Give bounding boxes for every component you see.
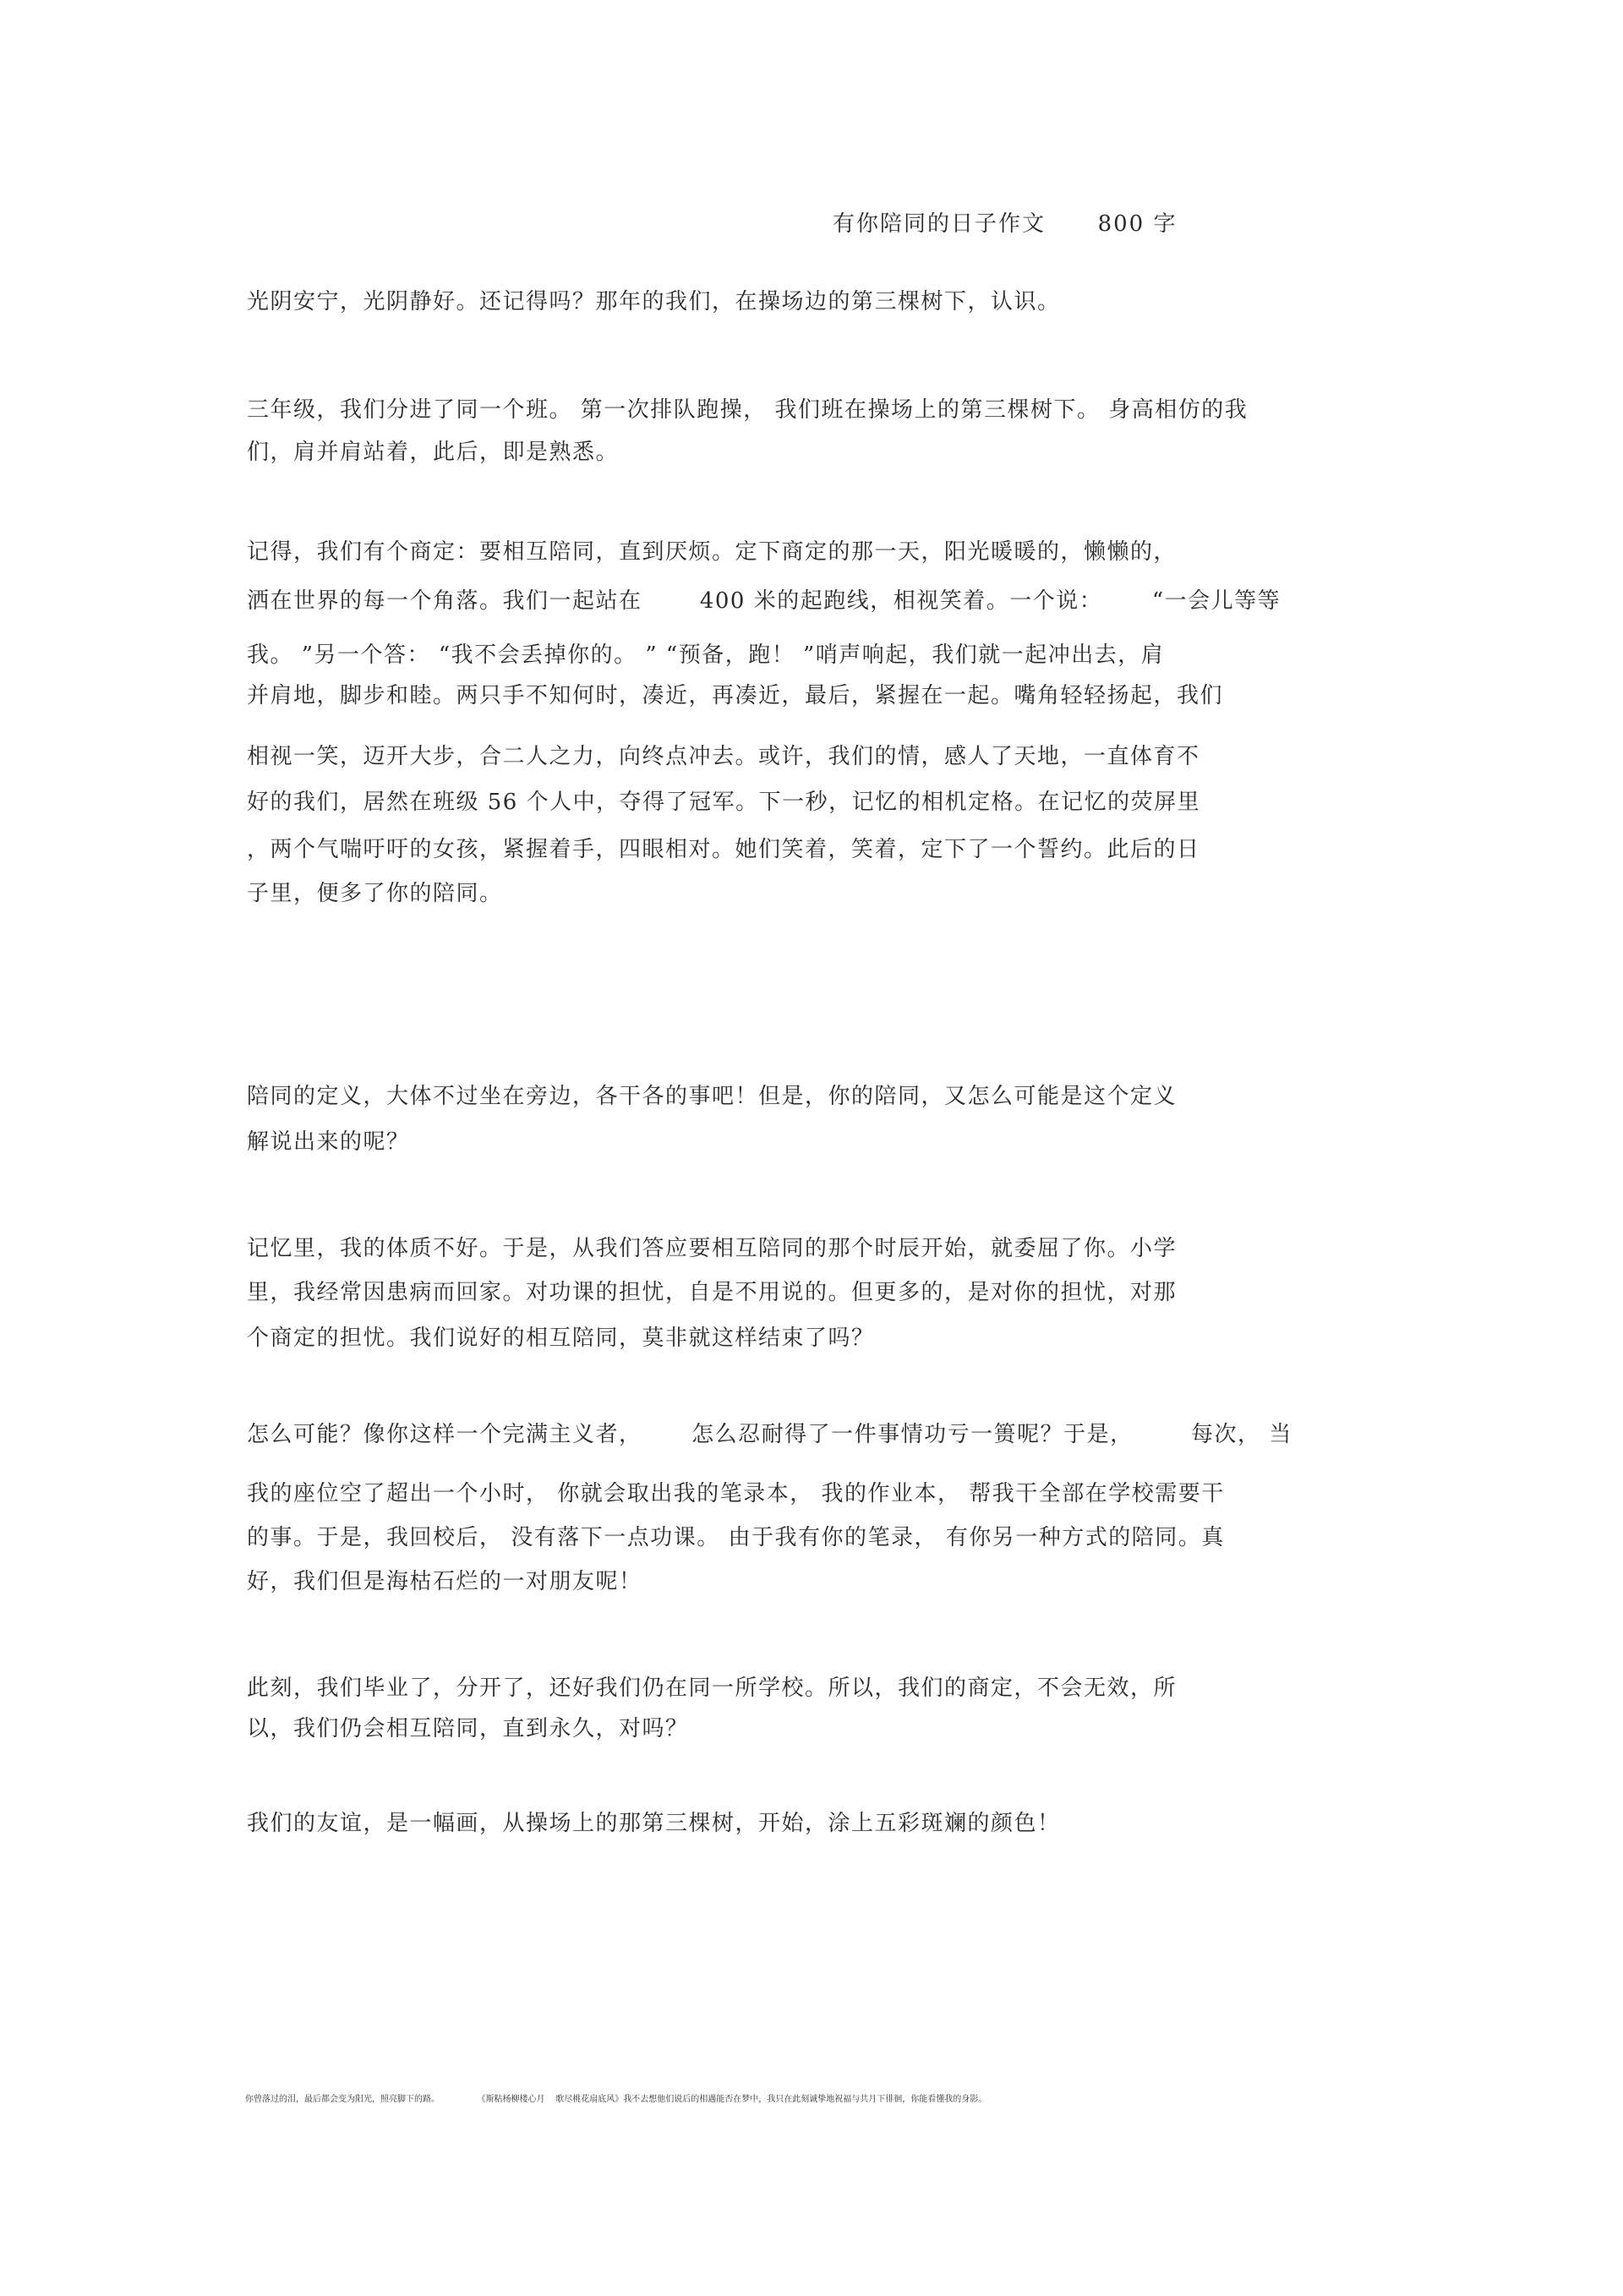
text-line: 此刻，我们毕业了，分开了，还好我们仍在同一所学校。所以，我们的商定，不会无效，所 [247,1676,1178,1701]
text-line: 我的座位空了超出一个小时， 你就会取出我的笔录本， 我的作业本， 帮我干全部在学校需要干 [247,1481,1225,1506]
document-title: 有你陪同的日子作文 800 字 [833,211,1178,237]
text-line: 怎么可能？像你这样一个完满主义者， 怎么忍耐得了一件事情功亏一篑呢？于是， 每次， 当 [247,1422,1292,1447]
text-line: 以，我们仍会相互陪同，直到永久，对吗？ [247,1716,689,1741]
text-line: 好，我们但是海枯石烂的一对朋友呢！ [247,1569,642,1594]
text-line: 相视一笑，迈开大步，合二人之力，向终点冲去。或许，我们的情，感人了天地，一直体育不 [247,744,1200,769]
text-line: 三年级，我们分进了同一个班。 第一次排队跑操， 我们班在操场上的第三棵树下。 身高相仿的我 [247,397,1249,423]
page-footer: 你曾落过的泪，最后都会变为阳光，照亮脚下的路。 《斯粘杨柳楼心月 歌尽桃花扇底风》我不去想他们说后的相遇能否在梦中，我只在此刻诚挚地祝福与共月下徘徊，你能看懂我的身影。 [245,2095,987,2104]
text-line: 好的我们，居然在班级 56 个人中，夺得了冠军。下一秒，记忆的相机定格。在记忆的荧屏里 [247,790,1201,815]
text-line: 们，肩并肩站着，此后，即是熟悉。 [247,440,620,465]
text-line: 个商定的担忧。我们说好的相互陪同，莫非就这样结束了吗？ [247,1326,875,1351]
text-line: 记忆里，我的体质不好。于是，从我们答应要相互陪同的那个时辰开始，就委屈了你。小学 [247,1236,1178,1261]
text-line: 洒在世界的每一个角落。我们一起站在 400 米的起跑线，相视笑着。一个说： “一会儿等等 [247,588,1281,614]
text-line: ，两个气喘吁吁的女孩，紧握着手，四眼相对。她们笑着，笑着，定下了一个誓约。此后的日 [247,837,1200,862]
text-line: 并肩地，脚步和睦。两只手不知何时，凑近，再凑近，最后，紧握在一起。嘴角轻轻扬起，我们 [247,683,1224,708]
text-line: 里，我经常因患病而回家。对功课的担忧，自是不用说的。但更多的，是对你的担忧，对那 [247,1280,1178,1305]
text-line: 解说出来的呢？ [247,1129,410,1155]
text-line: 陪同的定义，大体不过坐在旁边，各干各的事吧！但是，你的陪同，又怎么可能是这个定义 [247,1084,1178,1109]
text-line: 我们的友谊，是一幅画，从操场上的那第三棵树，开始，涂上五彩斑斓的颜色！ [247,1811,1061,1836]
text-line: 我。 ”另一个答： “我不会丢掉你的。 ” “预备，跑！ ”哨声响起，我们就一起冲出去，肩 [247,642,1165,668]
text-line: 光阴安宁，光阴静好。还记得吗？那年的我们，在操场边的第三棵树下，认识。 [247,289,1061,314]
text-line: 记得，我们有个商定：要相互陪同，直到厌烦。定下商定的那一天，阳光暖暖的，懒懒的， [247,539,1178,565]
text-line: 的事。于是，我回校后， 没有落下一点功课。 由于我有你的笔录， 有你另一种方式的陪同。真 [247,1525,1225,1550]
text-line: 子里，便多了你的陪同。 [247,881,503,906]
